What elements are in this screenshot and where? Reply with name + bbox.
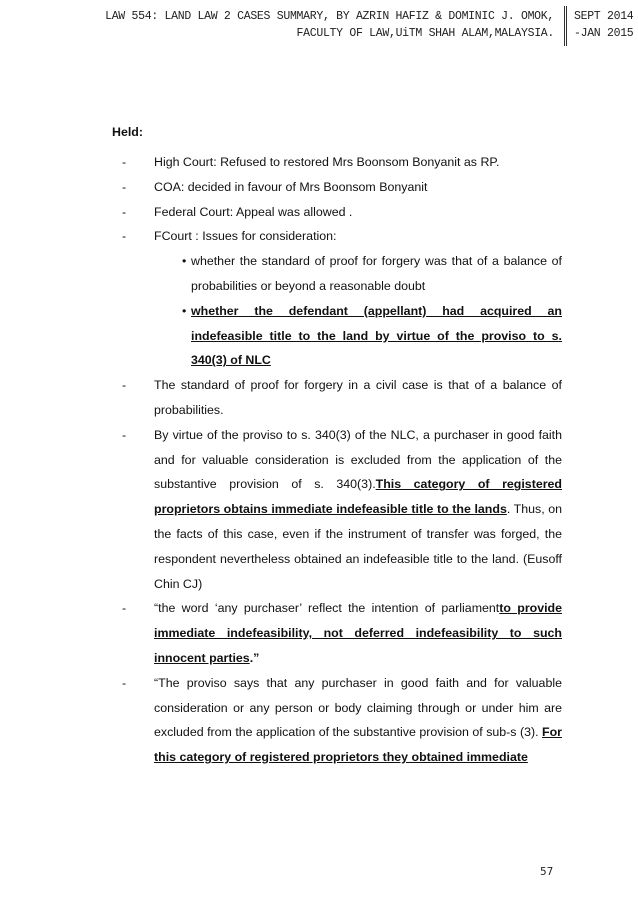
header-line-1: LAW 554: LAND LAW 2 CASES SUMMARY, BY AZRIN HAFIZ & DOMINIC J. OMOK, <box>105 10 554 23</box>
document-body <box>112 124 562 770</box>
list-item-text: By virtue of the proviso to s. 340(3) of the NLC, a purchaser in good faith and for valuable consideration is excluded from the application of the substantive provision of s. 340(3). <box>154 427 562 492</box>
held-heading: Held: <box>112 125 143 139</box>
bullet-icon: • <box>182 303 187 318</box>
bullet-icon: • <box>182 254 187 269</box>
issues-bullet-list <box>112 249 562 373</box>
list-item <box>112 373 562 423</box>
dash-marker: - <box>122 378 127 393</box>
list-item-text: The standard of proof for forgery in a civil case is that of a balance of probabilities. <box>154 378 562 417</box>
bullet-item-text: whether the standard of proof for forgery was that of a balance of probabilities or beyond a reasonable doubt <box>191 254 562 293</box>
list-item-emphasis: This category of registered proprietors obtains immediate indefeasible title to the lands <box>154 477 562 517</box>
list-item-text: FCourt : Issues for consideration: <box>154 229 337 244</box>
header-date-start: SEPT 2014 <box>574 10 634 23</box>
list-item-text: COA: decided in favour of Mrs Boonsom Bonyanit <box>154 179 428 194</box>
dash-marker: - <box>122 155 127 169</box>
header-line-2: FACULTY OF LAW,UiTM SHAH ALAM,MALAYSIA. <box>296 27 554 40</box>
list-item-text-continued: .” <box>249 650 260 665</box>
list-item-text: High Court: Refused to restored Mrs Boonsom Bonyanit as RP. <box>154 155 500 169</box>
bullet-item <box>112 299 562 373</box>
list-item <box>112 200 562 225</box>
dash-marker: - <box>122 229 127 244</box>
list-item <box>112 224 562 249</box>
list-item <box>112 671 562 770</box>
list-item <box>112 150 562 175</box>
list-item-emphasis: For this category of registered proprietors they obtained immediate <box>154 725 562 765</box>
list-item <box>112 423 562 597</box>
list-item-text-continued: . Thus, on the facts of this case, even if the instrument of transfer was forged, the respondent nevertheless obtained an indefeasible title to the land. (Eusoff Chin CJ) <box>154 502 563 591</box>
page-header <box>0 4 638 48</box>
list-item-text: “the word ‘any purchaser’ reflect the intention of parliament <box>154 601 500 616</box>
header-course-info <box>84 8 554 42</box>
list-item-emphasis: to provide immediate indefeasibility, not deferred indefeasibility to such innocent parties <box>154 601 563 665</box>
dash-marker: - <box>122 204 127 219</box>
list-item <box>112 596 562 670</box>
list-item-text: Federal Court: Appeal was allowed . <box>154 204 353 219</box>
bullet-item <box>112 249 562 299</box>
dash-marker: - <box>122 675 127 690</box>
list-item-text: “The proviso says that any purchaser in good faith and for valuable consideration or any person or body claiming through or under him are excluded from the application of the substantive provision of sub-s (3). <box>154 675 562 740</box>
list-item <box>112 175 562 200</box>
bullet-item-text-emphasis: whether the defendant (appellant) had acquired an indefeasible title to the land by virtue of the proviso to s. 340(3) of NLC <box>191 303 562 368</box>
dash-marker: - <box>122 427 127 442</box>
dash-marker: - <box>122 179 127 194</box>
dash-marker: - <box>122 601 127 616</box>
header-date-end: -JAN 2015 <box>574 27 634 40</box>
header-divider <box>564 6 567 46</box>
page-number: 57 <box>540 866 554 878</box>
header-date-range <box>574 8 638 42</box>
